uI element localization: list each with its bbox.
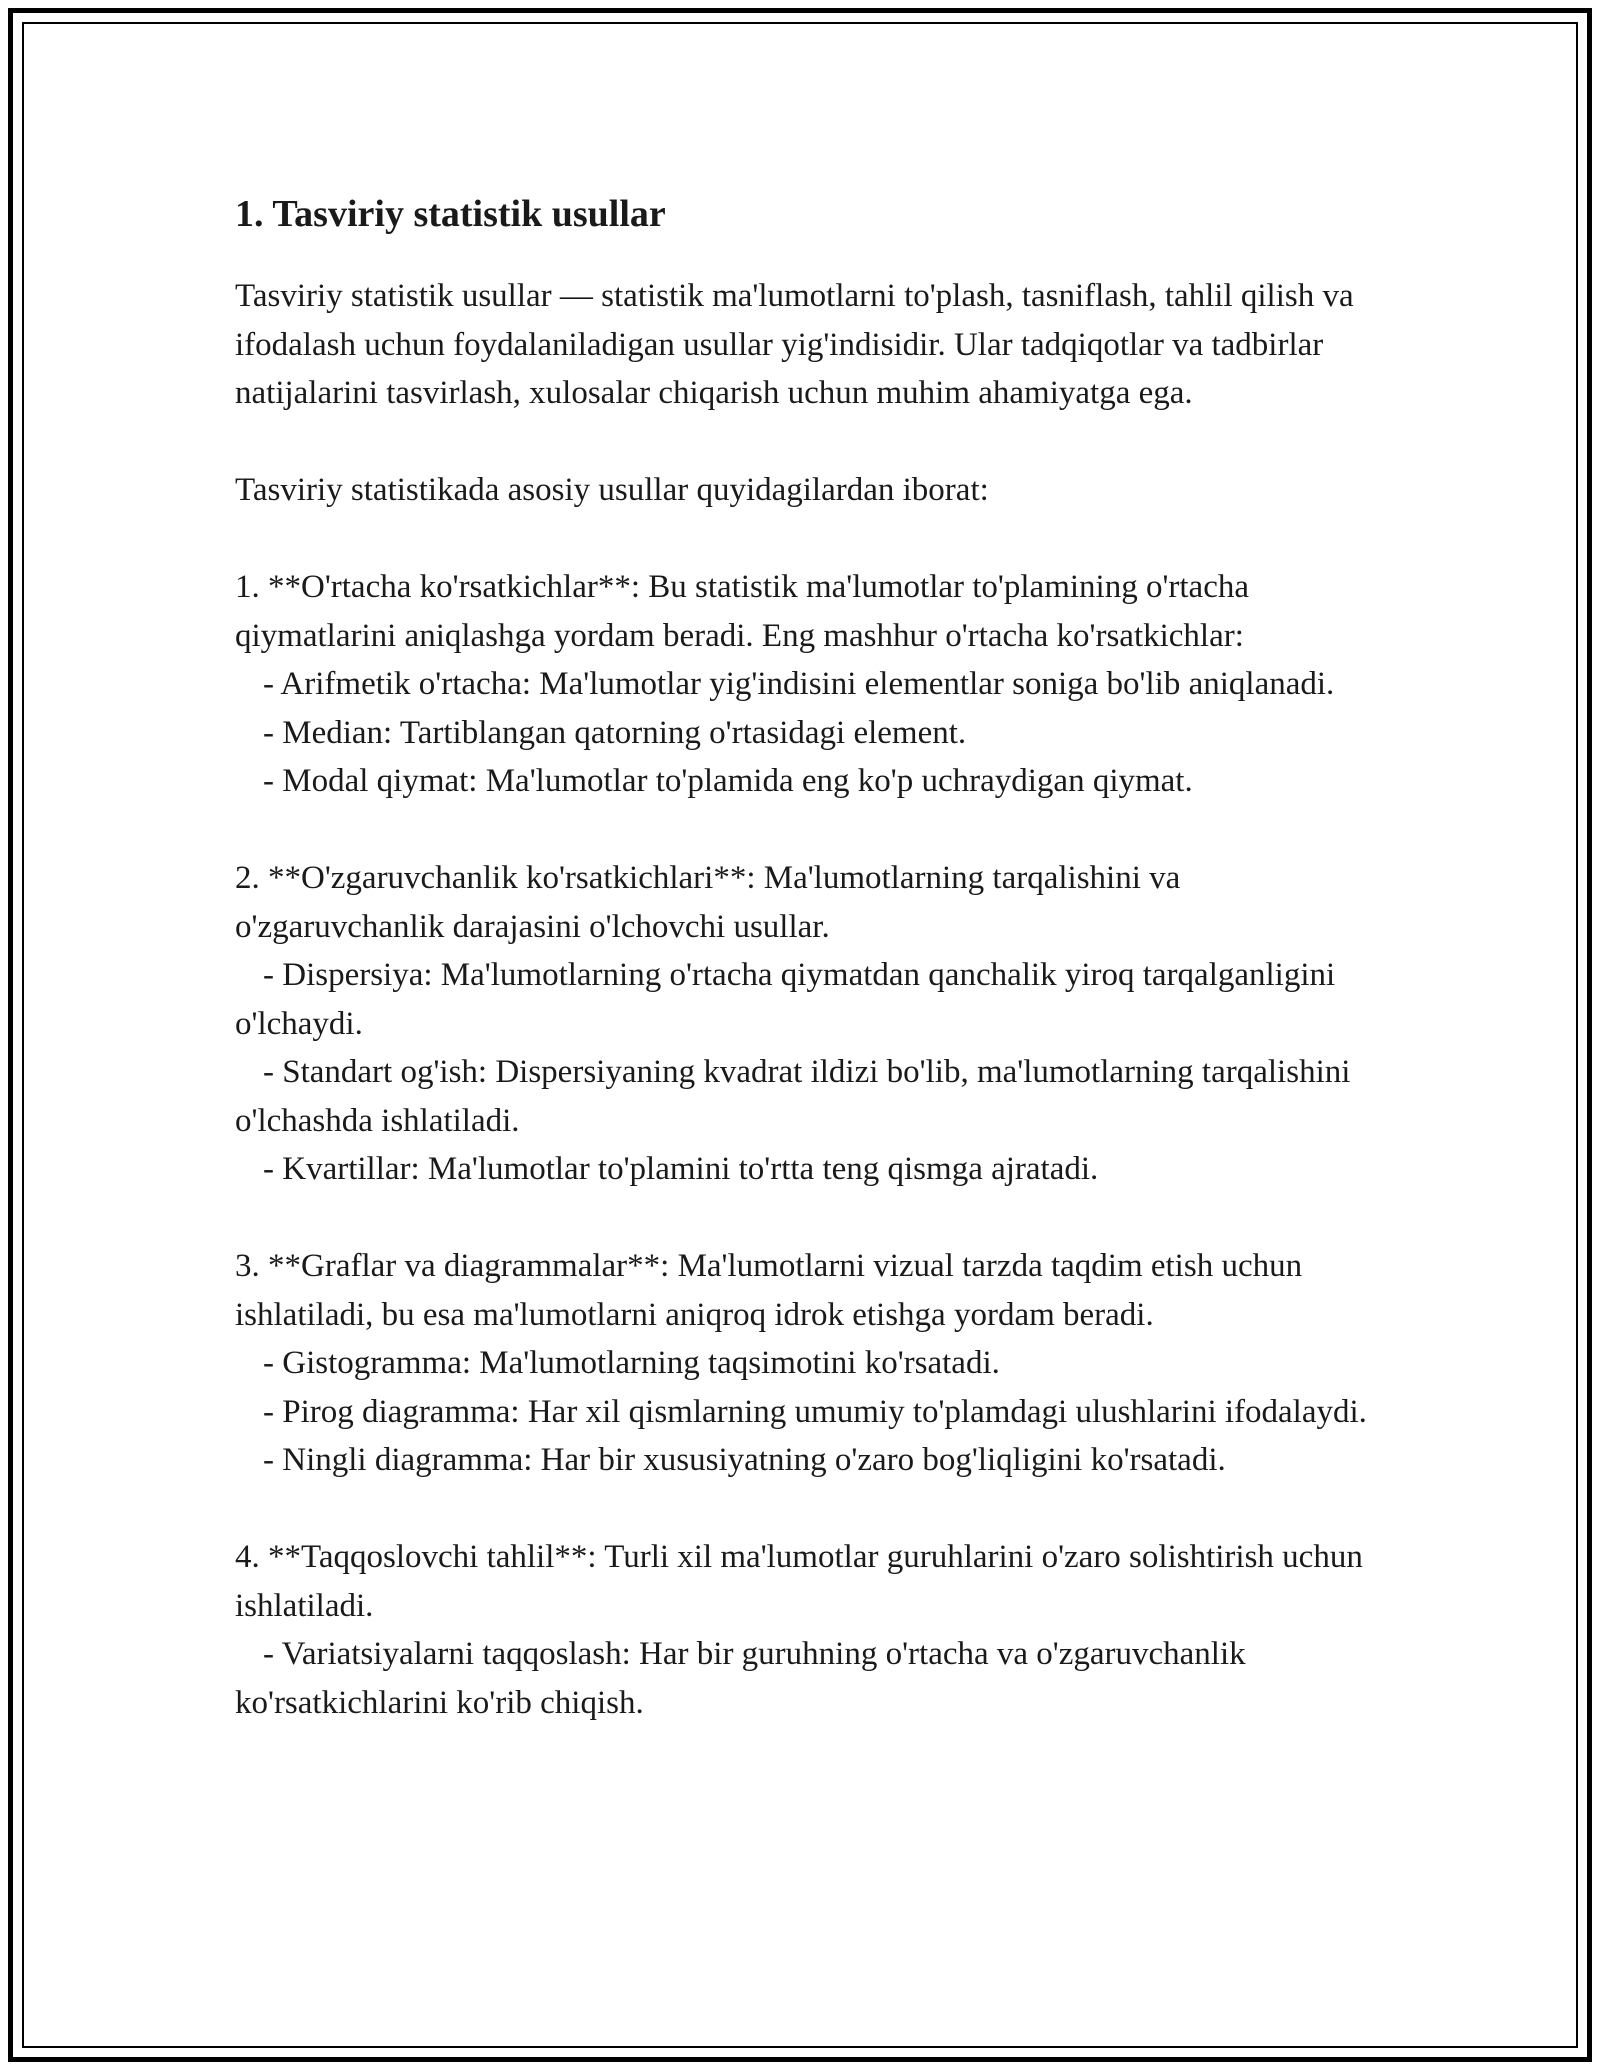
list-item-text: - Standart og'ish: Dispersiyaning kvadrat ildizi bo'lib, ma'lumotlarning tarqalishini o'lchashda ishlatiladi. [235,1054,1351,1139]
list-item [235,660,1385,709]
list-item [235,757,1385,806]
list-item-text: - Dispersiya: Ma'lumotlarning o'rtacha qiymatdan qanchalik yiroq tarqalganligini o'lchaydi. [235,957,1336,1042]
page-title: 1. Tasviriy statistik usullar [235,193,666,235]
list-item-text: - Ningli diagramma: Har bir xususiyatning o'zaro bog'liqligini ko'rsatadi. [263,1442,1226,1478]
section-heading: 4. **Taqqoslovchi tahlil**: Turli xil ma'lumotlar guruhlarini o'zaro solishtirish uchun ishlatiladi. [235,1539,1372,1624]
list-item-text: - Pirog diagramma: Har xil qismlarning umumiy to'plamdagi ulushlarini ifodalaydi. [263,1393,1367,1430]
list-item-text: - Median: Tartiblangan qatorning o'rtasidagi element. [263,714,967,751]
section-heading: 1. **O'rtacha ko'rsatkichlar**: Bu statistik ma'lumotlar to'plamining o'rtacha qiymatlarini aniqlashga yordam beradi. Eng mashhur o'rtacha ko'rsatkichlar: [235,569,1258,654]
list-item-text: - Arifmetik o'rtacha: Ma'lumotlar yig'indisini elementlar soniga bo'lib aniqlanadi. [263,666,1335,702]
list-item [235,1339,1385,1388]
list-item-text: - Gistogramma: Ma'lumotlarning taqsimotini ko'rsatadi. [263,1345,1000,1381]
section-4 [235,1533,1385,1727]
section-1 [235,563,1385,806]
section-heading: 2. **O'zgaruvchanlik ko'rsatkichlari**: Ma'lumotlarning tarqalishini va o'zgaruvchanlik darajasini o'lchovchi usullar. [235,860,1189,945]
list-item-text: - Modal qiymat: Ma'lumotlar to'plamida eng ko'p uchraydigan qiymat. [263,763,1193,799]
list-item [235,1145,1385,1194]
list-item-text: - Kvartillar: Ma'lumotlar to'plamini to'rtta teng qismga ajratadi. [263,1151,1099,1187]
document-body [235,184,1385,1727]
list-item [235,1436,1385,1485]
list-item [235,951,1385,1048]
list-item [235,1630,1385,1727]
lead-paragraph: Tasviriy statistikada asosiy usullar quyidagilardan iborat: [235,472,989,508]
section-2 [235,854,1385,1194]
section-3 [235,1242,1385,1485]
list-item [235,1048,1385,1145]
list-item [235,1388,1385,1437]
list-item-text: - Variatsiyalarni taqqoslash: Har bir guruhning o'rtacha va o'zgaruvchanlik ko'rsatkichlarini ko'rib chiqish. [235,1636,1246,1721]
intro-paragraph: Tasviriy statistik usullar — statistik ma'lumotlarni to'plash, tasniflash, tahlil qilish va ifodalash uchun foydalaniladigan usullar yig'indisidir. Ular tadqiqotlar va tadbirlar natijalarini tasvirlash, xulosalar chiqarish uchun muhim ahamiyatga ega. [235,278,1362,411]
section-heading: 3. **Graflar va diagrammalar**: Ma'lumotlarni vizual tarzda taqdim etish uchun ishlatiladi, bu esa ma'lumotlarni aniqroq idrok etishga yordam beradi. [235,1248,1311,1333]
list-item [235,709,1385,758]
